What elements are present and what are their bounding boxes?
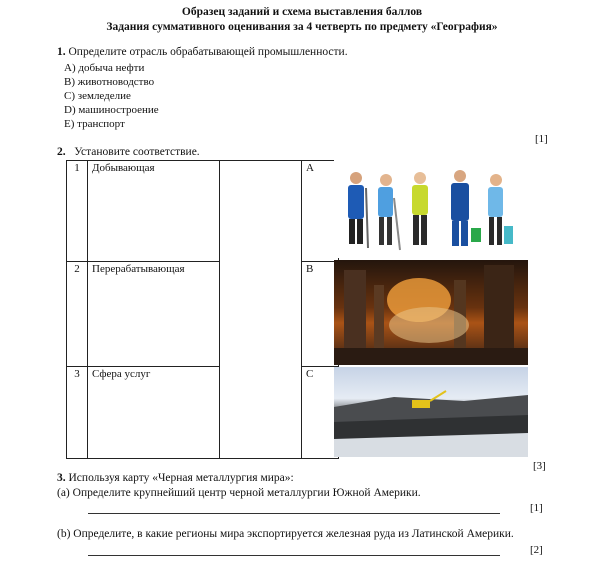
row-number: 1	[67, 161, 88, 262]
q1-options	[64, 61, 159, 131]
q2-number: 2.	[57, 146, 66, 158]
q3b-mark: [2]	[530, 544, 543, 556]
workers-illustration	[334, 158, 528, 258]
q1-mark: [1]	[535, 133, 548, 145]
q1-option-b: B) животноводство	[64, 76, 155, 88]
q2-heading	[57, 146, 200, 158]
row-sector-name: Сфера услуг	[88, 367, 220, 459]
row-letter: C	[302, 367, 339, 459]
plant-illustration	[334, 260, 528, 365]
q1-option-d: D) машиностроение	[64, 104, 159, 116]
q3b-answer-line[interactable]	[88, 555, 500, 556]
quarry-illustration	[334, 367, 528, 457]
q1-number: 1.	[57, 46, 66, 58]
row-letter: B	[302, 262, 339, 367]
q3b-text: (b) Определите, в какие регионы мира экспортируется железная руда из Латинской Америки.	[57, 528, 514, 540]
q1-option-a: A) добыча нефти	[64, 62, 145, 74]
quarry-photo	[334, 367, 528, 457]
row-sector-name: Перерабатывающая	[88, 262, 220, 367]
row-letter: A	[302, 161, 339, 262]
row-sector-name: Добывающая	[88, 161, 220, 262]
q2-mark: [3]	[533, 460, 546, 472]
q1-option-e: E) транспорт	[64, 118, 125, 130]
q1-text: Определите отрасль обрабатывающей промышленности.	[68, 46, 348, 58]
q1-option-c: C) земледелие	[64, 90, 131, 102]
q1-heading	[57, 46, 348, 58]
workers-photo	[334, 158, 528, 258]
row-number: 2	[67, 262, 88, 367]
q3-heading	[57, 472, 294, 484]
doc-title: Образец заданий и схема выставления баллов	[181, 6, 423, 18]
q3-text: Используя карту «Черная металлургия мира»:	[68, 472, 294, 484]
q3a-mark: [1]	[530, 502, 543, 514]
q3a-text: (a) Определите крупнейший центр черной металлургии Южной Америки.	[57, 487, 421, 499]
table-row	[67, 161, 339, 262]
q3-number: 3.	[57, 472, 66, 484]
q3a-answer-line[interactable]	[88, 513, 500, 514]
plant-photo	[334, 260, 528, 365]
q2-text: Установите соответствие.	[74, 146, 200, 158]
doc-subtitle: Задания суммативного оценивания за 4 четверть по предмету «География»	[106, 21, 498, 33]
answer-column	[220, 161, 302, 459]
row-number: 3	[67, 367, 88, 459]
matching-table	[66, 160, 339, 459]
